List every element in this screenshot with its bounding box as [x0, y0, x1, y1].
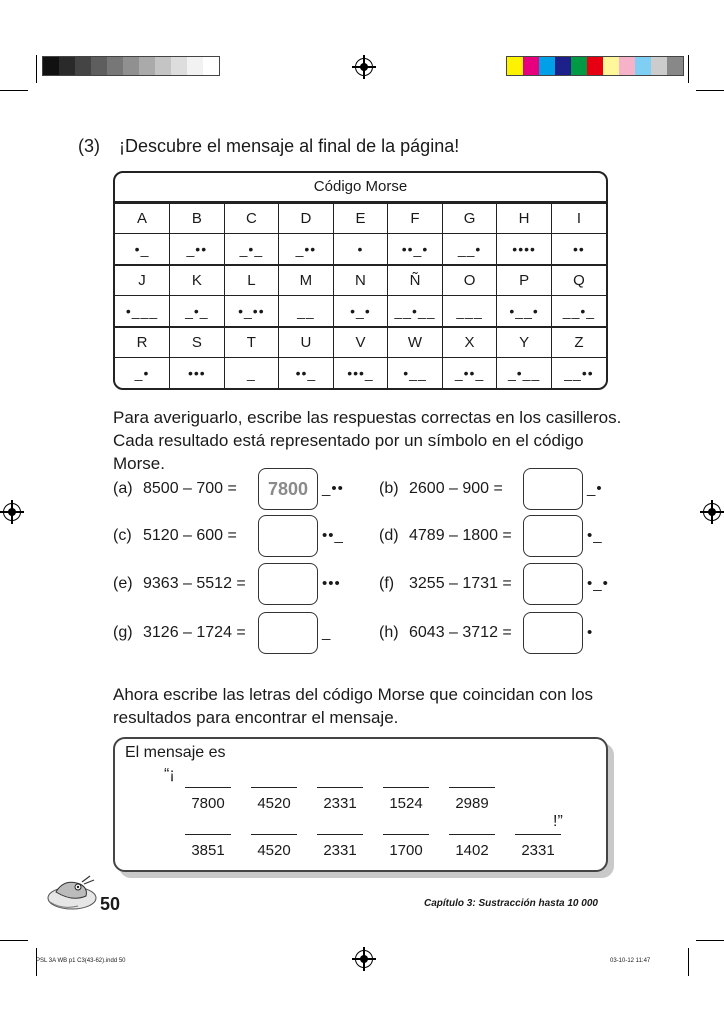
color-swatch: [539, 57, 555, 75]
color-swatch: [155, 57, 171, 75]
morse-letter: N: [333, 265, 388, 296]
problem-label: (c): [113, 527, 132, 544]
blank-number: 4520: [257, 842, 291, 859]
color-swatch: [43, 57, 59, 75]
morse-code: ___: [442, 296, 497, 328]
close-quote: !”: [553, 813, 563, 830]
letter-blank[interactable]: [317, 834, 363, 835]
blank-number: 2331: [323, 795, 357, 812]
morse-letter-row: [115, 265, 606, 296]
blank-number: 2331: [323, 842, 357, 859]
color-swatch: [635, 57, 651, 75]
morse-letter: V: [333, 327, 388, 358]
letter-blank[interactable]: [251, 787, 297, 788]
color-swatch: [171, 57, 187, 75]
color-swatch: [571, 57, 587, 75]
morse-code: __•__: [388, 296, 443, 328]
answer-box[interactable]: [523, 515, 583, 557]
registration-mark-icon: [355, 58, 373, 76]
morse-code: •__: [388, 358, 443, 389]
morse-letter: Q: [551, 265, 606, 296]
answer-morse-code: _••: [322, 480, 344, 497]
open-quote: “¡: [164, 766, 175, 783]
answer-box[interactable]: [523, 563, 583, 605]
morse-letter: X: [442, 327, 497, 358]
problem-expression: 3255 – 1731 =: [409, 575, 512, 592]
problem-expression: 3126 – 1724 =: [143, 624, 246, 641]
morse-code: _•: [115, 358, 170, 389]
letter-blank[interactable]: [383, 834, 429, 835]
blank-number: 2331: [521, 842, 555, 859]
answer-morse-code: _•: [587, 480, 603, 497]
morse-letter: Y: [497, 327, 552, 358]
letter-blank[interactable]: [449, 787, 495, 788]
morse-code: •_: [115, 234, 170, 266]
answer-box[interactable]: 7800: [258, 468, 318, 510]
morse-code: __•: [442, 234, 497, 266]
morse-code: •••_: [333, 358, 388, 389]
answer-morse-code: •_: [587, 527, 603, 544]
color-swatch: [75, 57, 91, 75]
morse-code: ••••: [497, 234, 552, 266]
morse-code: •_•: [333, 296, 388, 328]
answer-box[interactable]: [523, 612, 583, 654]
registration-mark-icon: [355, 950, 373, 968]
problem-a: [113, 480, 237, 498]
blank-number: 3851: [191, 842, 225, 859]
print-date: 03-10-12 11:47: [610, 958, 651, 964]
color-swatch: [107, 57, 123, 75]
problem-label: (g): [113, 624, 133, 641]
morse-letter: U: [279, 327, 334, 358]
answer-morse-code: •_•: [587, 575, 609, 592]
morse-letter: M: [279, 265, 334, 296]
morse-letter: Z: [551, 327, 606, 358]
file-info: PSL 3A WB p1 C3(43-62).indd 50: [36, 958, 126, 964]
morse-letter: S: [170, 327, 225, 358]
morse-letter: L: [224, 265, 279, 296]
color-swatch: [187, 57, 203, 75]
morse-code: __: [279, 296, 334, 328]
morse-letter: B: [170, 204, 225, 234]
chapter-title: Capítulo 3: Sustracción hasta 10 000: [424, 898, 598, 909]
color-swatch: [123, 57, 139, 75]
morse-code: •: [333, 234, 388, 266]
color-swatch: [139, 57, 155, 75]
morse-letter: A: [115, 204, 170, 234]
mascot-icon: [42, 872, 102, 914]
morse-letter-row: [115, 204, 606, 234]
problem-expression: 4789 – 1800 =: [409, 527, 512, 544]
morse-table-header: Código Morse: [115, 173, 606, 203]
morse-code: _••: [279, 234, 334, 266]
morse-code: _••_: [442, 358, 497, 389]
morse-code: _•_: [170, 296, 225, 328]
problem-expression: 9363 – 5512 =: [143, 575, 246, 592]
answer-box[interactable]: [258, 612, 318, 654]
morse-code: __••: [551, 358, 606, 389]
morse-code: •••: [170, 358, 225, 389]
morse-letter: O: [442, 265, 497, 296]
answer-box[interactable]: [258, 515, 318, 557]
morse-code: _••: [170, 234, 225, 266]
problem-label: (f): [379, 575, 395, 592]
morse-letter: F: [388, 204, 443, 234]
problem-label: (h): [379, 624, 399, 641]
problem-d: [379, 527, 512, 545]
instructions-text-2: Ahora escribe las letras del código Morse que coincidan con los resultados para encontrar el mensaje.: [113, 685, 594, 727]
problem-e: [113, 575, 246, 593]
morse-letter: P: [497, 265, 552, 296]
problem-c: [113, 527, 237, 545]
morse-letter: I: [551, 204, 606, 234]
problem-b: [379, 480, 503, 498]
problem-label: (a): [113, 480, 133, 497]
morse-letter: C: [224, 204, 279, 234]
answer-morse-code: •••: [322, 575, 341, 592]
letter-blank[interactable]: [449, 834, 495, 835]
message-label: El mensaje es: [125, 744, 226, 761]
morse-letter: J: [115, 265, 170, 296]
morse-letter: E: [333, 204, 388, 234]
crop-mark: [696, 940, 724, 941]
problem-expression: 8500 – 700 =: [143, 480, 237, 497]
problem-expression: 5120 – 600 =: [143, 527, 237, 544]
color-swatch: [667, 57, 683, 75]
blank-number: 1700: [389, 842, 423, 859]
gray-color-bar: [42, 56, 220, 76]
registration-mark-icon: [3, 503, 21, 521]
morse-code-row: [115, 296, 606, 328]
morse-letter: K: [170, 265, 225, 296]
morse-code: •__•: [497, 296, 552, 328]
morse-code: ••: [551, 234, 606, 266]
color-swatch: [603, 57, 619, 75]
problem-g: [113, 624, 246, 642]
morse-code: _: [224, 358, 279, 389]
morse-code: •_••: [224, 296, 279, 328]
morse-code: ••_•: [388, 234, 443, 266]
crop-mark: [688, 948, 689, 976]
color-swatch: [619, 57, 635, 75]
letter-blank[interactable]: [185, 787, 231, 788]
color-swatch: [91, 57, 107, 75]
blank-number: 4520: [257, 795, 291, 812]
crop-mark: [688, 55, 689, 83]
answer-morse-code: ••_: [322, 527, 344, 544]
exercise-number: (3): [78, 136, 100, 156]
letter-blank[interactable]: [185, 834, 231, 835]
color-swatch: [555, 57, 571, 75]
crop-mark: [36, 55, 37, 83]
morse-code: _•_: [224, 234, 279, 266]
morse-code: •___: [115, 296, 170, 328]
crop-mark: [696, 90, 724, 91]
problem-f: [379, 575, 512, 593]
color-swatch: [507, 57, 523, 75]
letter-blank[interactable]: [251, 834, 297, 835]
morse-letter-row: [115, 327, 606, 358]
color-swatch: [203, 57, 219, 75]
blank-number: 1402: [455, 842, 489, 859]
answer-morse-code: _: [322, 624, 332, 641]
morse-letter: H: [497, 204, 552, 234]
morse-letter: W: [388, 327, 443, 358]
letter-blank[interactable]: [383, 787, 429, 788]
blank-number: 1524: [389, 795, 423, 812]
morse-letter: Ñ: [388, 265, 443, 296]
morse-letter: G: [442, 204, 497, 234]
letter-blank[interactable]: [515, 834, 561, 835]
problem-label: (b): [379, 480, 399, 497]
morse-table-body: [115, 203, 606, 389]
morse-code: __•_: [551, 296, 606, 328]
morse-code: ••_: [279, 358, 334, 389]
page-number: 50: [100, 894, 121, 914]
exercise-title: [78, 136, 459, 157]
problem-label: (d): [379, 527, 399, 544]
color-swatch: [587, 57, 603, 75]
blank-number: 7800: [191, 795, 225, 812]
registration-mark-icon: [703, 503, 721, 521]
problem-h: [379, 624, 512, 642]
morse-code-row: [115, 234, 606, 266]
problem-expression: 6043 – 3712 =: [409, 624, 512, 641]
cmyk-color-bar: [506, 56, 684, 76]
letter-blank[interactable]: [317, 787, 363, 788]
morse-code: _•__: [497, 358, 552, 389]
exercise-heading: ¡Descubre el mensaje al final de la página!: [119, 136, 460, 156]
answer-box[interactable]: [523, 468, 583, 510]
color-swatch: [651, 57, 667, 75]
color-swatch: [523, 57, 539, 75]
problem-expression: 2600 – 900 =: [409, 480, 503, 497]
morse-letter: R: [115, 327, 170, 358]
morse-letter: D: [279, 204, 334, 234]
crop-mark: [0, 940, 28, 941]
blank-number: 2989: [455, 795, 489, 812]
morse-letter: T: [224, 327, 279, 358]
morse-code-row: [115, 358, 606, 389]
problem-label: (e): [113, 575, 133, 592]
morse-code-table: [113, 171, 608, 390]
answer-box[interactable]: [258, 563, 318, 605]
color-swatch: [59, 57, 75, 75]
instructions-text: Para averiguarlo, escribe las respuestas correctas en los casilleros. Cada resultado está representado por un símbolo en el código Morse.: [113, 408, 622, 473]
crop-mark: [0, 90, 28, 91]
answer-morse-code: •: [587, 624, 594, 641]
